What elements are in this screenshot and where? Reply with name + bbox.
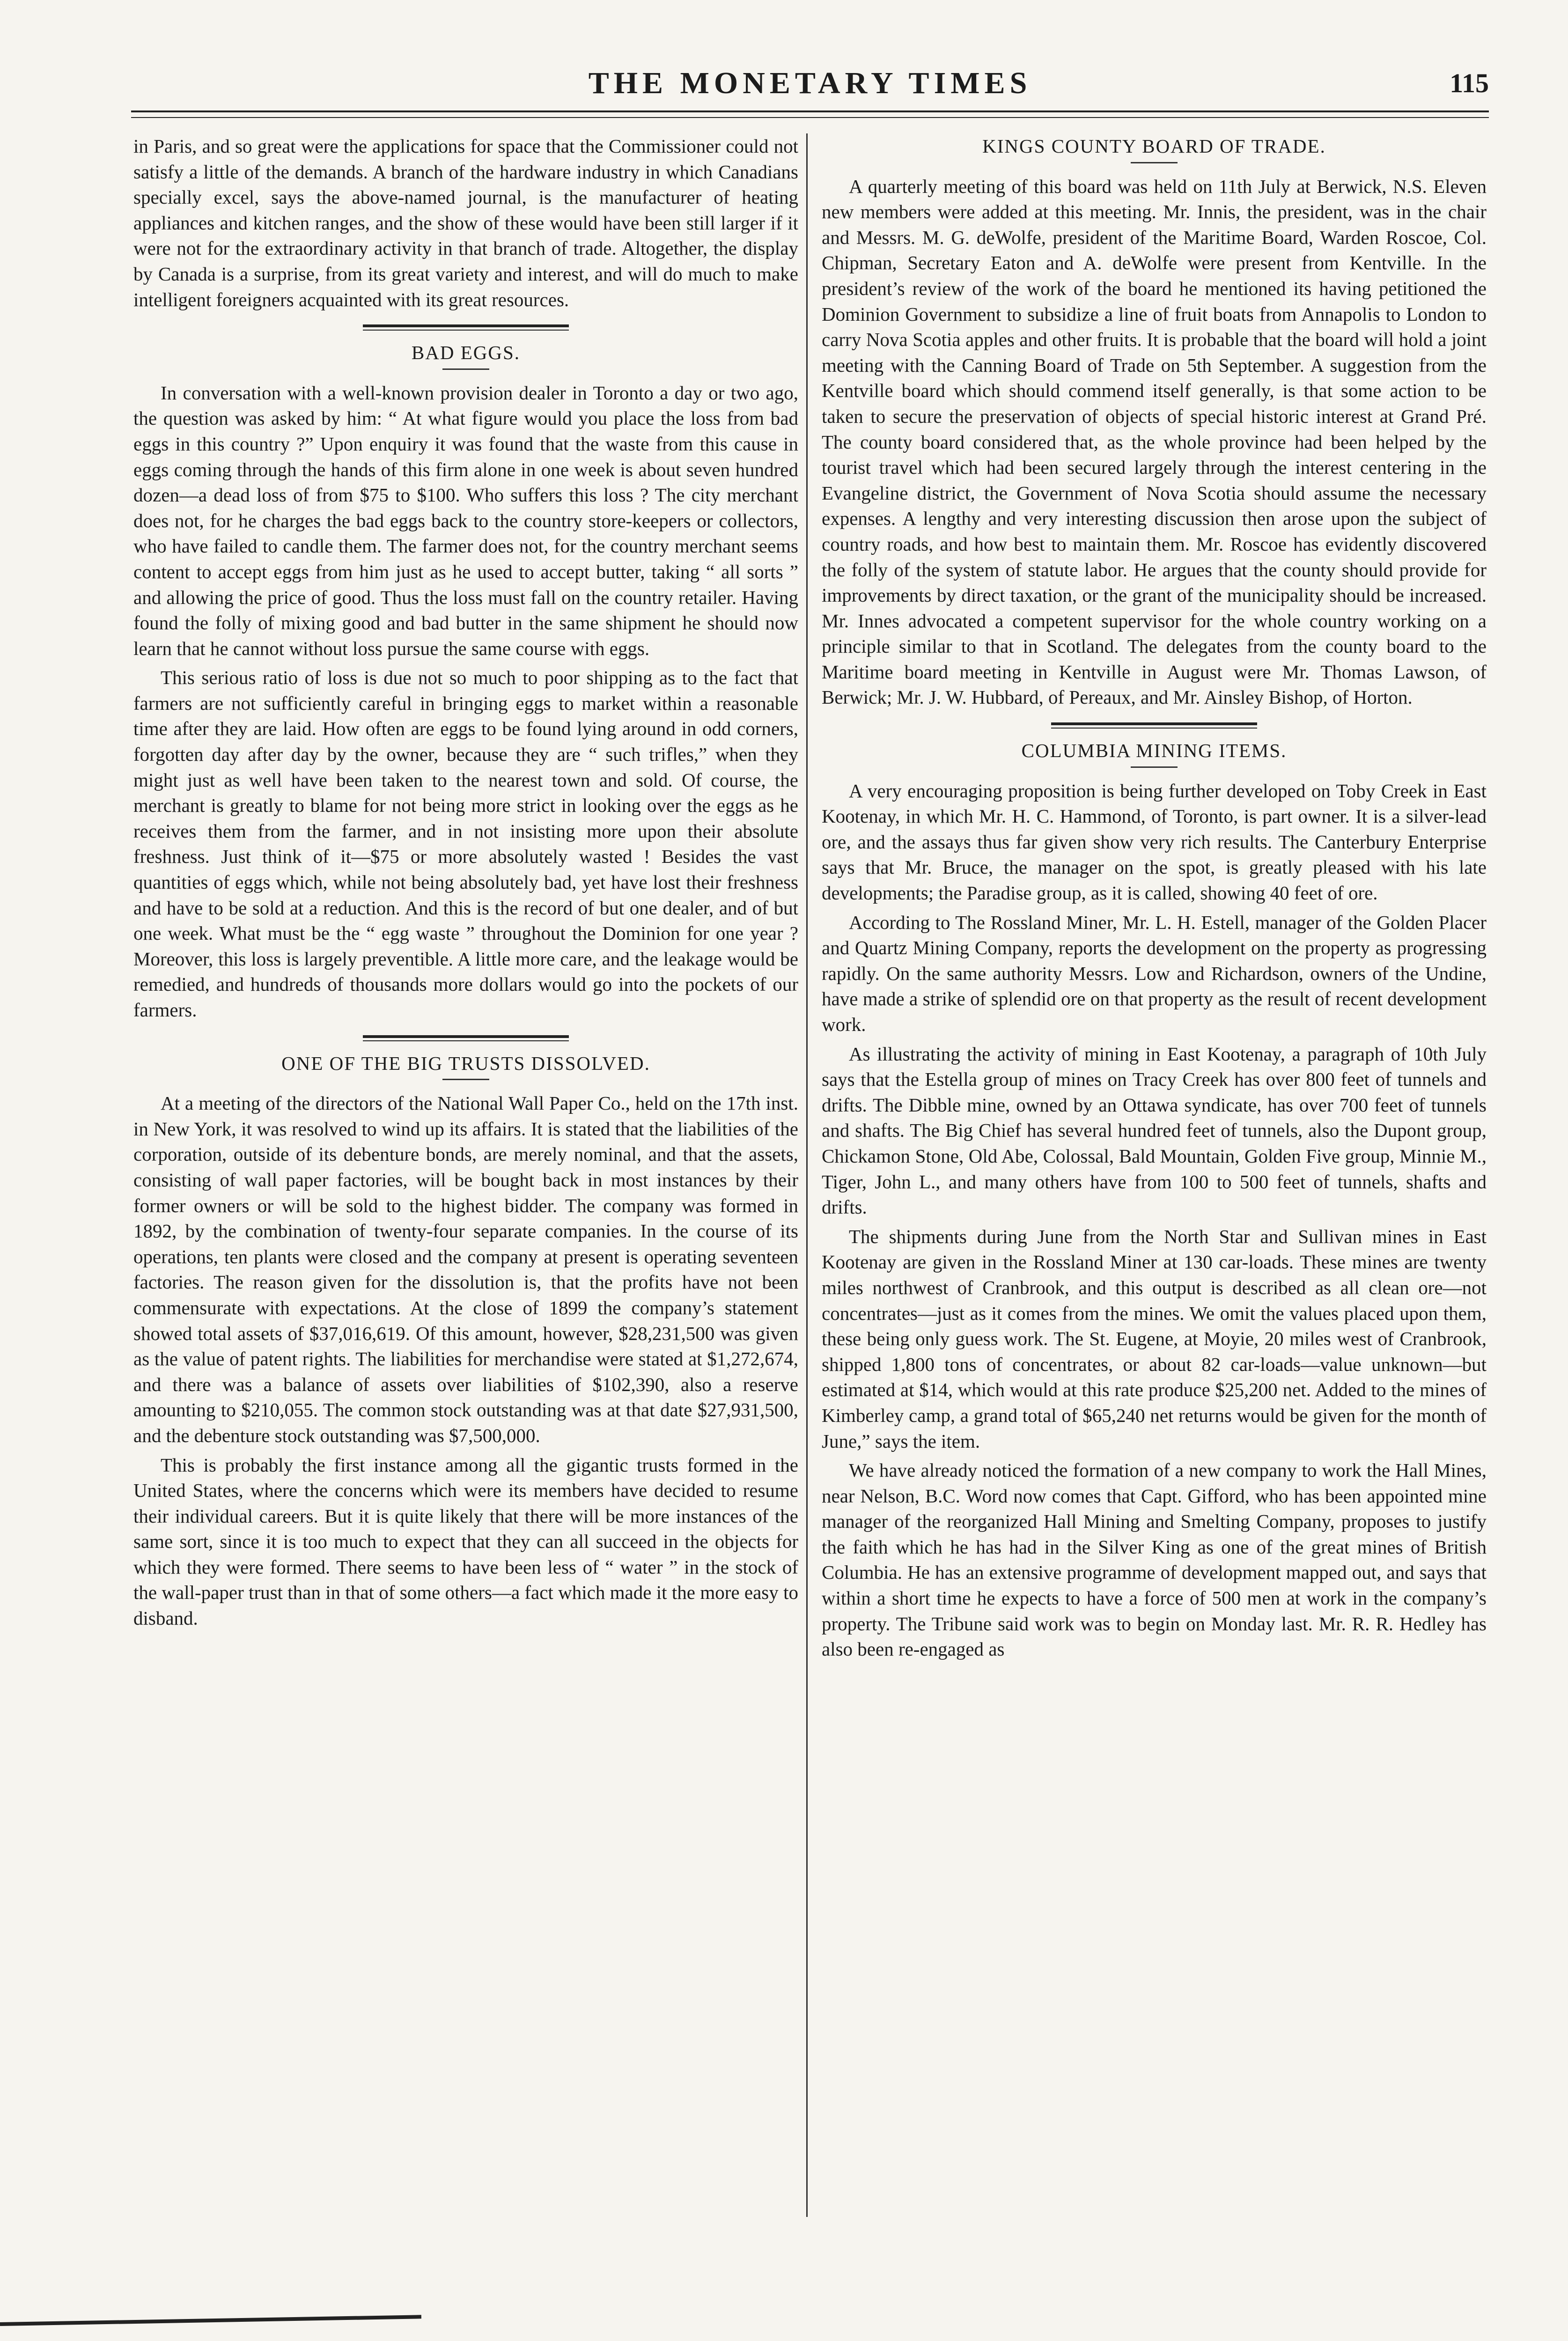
article-paragraph: A quarterly meeting of this board was held on 11th July at Berwick, N.S. Eleven new members were added at this meeting. Mr. Innis, the president, was in the chair and Messrs. M. G. deWolfe, president of the Maritime Board, Warden Roscoe, Col. Chipman, Secretary Eaton and A. deWolfe were present from Kentville. In the president’s review of the work of the board he mentioned its having petitioned the Dominion Government to subsidize a line of fruit boats from Annapolis to London to carry Nova Scotia apples and other fruits. It is probable that the board will hold a joint meeting with the Canning Board of Trade on 5th September. A suggestion from the Kentville board which should commend itself generally, is that some action to be taken to secure the preservation of objects of special historic interest at Grand Pré. The county board considered that, as the whole province had been helped by the tourist travel which had been secured largely through the interest centering in the Evangeline district, the Government of Nova Scotia should assume the necessary expenses. A lengthy and very interesting discussion then arose upon the subject of country roads, and how best to maintain them. Mr. Roscoe has evidently discovered the folly of the system of statute labor. He argues that the county should provide for improvements by direct taxation, or the grant of the municipality should be increased. Mr. Innes advocated a competent supervisor for the whole country working on a principle similar to that in Scotland. The delegates from the county board to the Maritime board meeting in Kentville in August were Mr. Thomas Lawson, of Berwick; Mr. J. W. Hubbard, of Pereaux, and Mr. Ainsley Bishop, of Horton.	[822, 175, 1487, 708]
column-divider	[806, 133, 808, 2217]
article-paragraph: This serious ratio of loss is due not so much to poor shipping as to the fact that farmers are not sufficiently careful in bringing eggs to market within a reasonable time after they are laid. How often are eggs to be found lying around in odd corners, forgotten day after day by the owner, because they are “ such trifles,” when they might just as well have been taken to the nearest town and sold. Of course, the merchant is greatly to blame for not being more strict in looking over the eggs as he receives them from the farmer, and in not insisting more upon their absolute freshness. Just think of it—$75 or more absolutely wasted ! Besides the vast quantities of eggs which, while not being absolutely bad, yet have lost their freshness and have to be sold at a reduction. And this is the record of but one dealer, and of but one week. What must be the “ egg waste ” throughout the Dominion for one year ? Moreover, this loss is largely preventible. A little more care, and the leakage would be remedied, and hundreds of thousands more dollars would go into the pockets of our farmers.	[133, 667, 798, 1021]
heading-dash	[442, 368, 489, 370]
page-number: 115	[1450, 68, 1489, 98]
section-ornament	[363, 324, 569, 331]
section-ornament	[1051, 722, 1257, 729]
article-paragraph: The shipments during June from the North Star and Sullivan mines in East Kootenay are given in the Rossland Miner at 130 car-loads. These mines are twenty miles northwest of Cranbrook, and this output is described as all clean ore—not concentrates—just as it comes from the mines. We omit the values placed upon them, these being only guess work. The St. Eugene, at Moyie, 20 miles west of Cranbrook, shipped 1,800 tons of concentrates, or about 82 car-loads—value unknown—but estimated at $14, which would at this rate produce $25,200 net. Added to the mines of Kimberley camp, a grand total of $65,240 net returns would be given for the month of June,” says the item.	[822, 1225, 1487, 1452]
article-paragraph: This is probably the first instance among all the gigantic trusts formed in the United States, where the concerns which were its members have decided to resume their individual careers. But it is quite likely that there will be more instances of the same sort, since it is too much to expect that they can all succeed in the objects for which they were formed. There seems to have been less of “ water ” in the stock of the wall-paper trust than in that of some others—a fact which made it the more easy to disband.	[133, 1454, 798, 1629]
heading-dash	[1131, 766, 1178, 768]
scan-edge-mark	[0, 2315, 421, 2326]
article-paragraph: According to The Rossland Miner, Mr. L. H. Estell, manager of the Golden Placer and Quartz Mining Company, reports the development on the property as progressing rapidly. On the same authority Messrs. Low and Richardson, owners of the Undine, have made a strike of splendid ore on that property as the result of recent development work.	[822, 911, 1487, 1035]
left-column	[133, 133, 798, 1635]
article-heading-bad-eggs: BAD EGGS.	[411, 342, 521, 364]
article-heading-kings-county: KINGS COUNTY BOARD OF TRADE.	[982, 135, 1326, 157]
right-column	[822, 133, 1487, 1666]
header-rule	[131, 110, 1489, 112]
article-paragraph: As illustrating the activity of mining in East Kootenay, a paragraph of 10th July says that the Estella group of mines on Tracy Creek has over 800 feet of tunnels and drifts. The Dibble mine, owned by an Ottawa syndicate, has over 700 feet of tunnels and shafts. The Big Chief has several hundred feet of tunnels, also the Dupont group, Chickamon Stone, Old Abe, Colossal, Bald Mountain, Golden Five group, Minnie M., Tiger, John L., and many others have from 100 to 500 feet of tunnels, shafts and drifts.	[822, 1043, 1487, 1218]
heading-dash	[442, 1079, 489, 1080]
article-paragraph: At a meeting of the directors of the National Wall Paper Co., held on the 17th inst. in New York, it was resolved to wind up its affairs. It is stated that the liabilities of the corporation, outside of its debenture bonds, are merely nominal, and that the assets, consisting of wall paper factories, will be bought back in most instances by their former owners or will be sold to the highest bidder. The company was formed in 1892, by the combination of twenty-four separate companies. In the course of its operations, ten plants were closed and the company at present is operating seventeen factories. The reason given for the dissolution is, that the profits have not been commensurate with expectations. At the close of 1899 the company’s statement showed total assets of $37,016,619. Of this amount, however, $28,231,500 was given as the value of patent rights. The liabilities for merchandise were stated at $1,272,674, and there was a balance of assets over liabilities of $102,390, also a reserve amounting to $210,055. The common stock outstanding was at that date $27,931,500, and the debenture stock outstanding was $7,500,000.	[133, 1092, 798, 1446]
heading-dash	[1131, 162, 1178, 163]
section-ornament	[363, 1035, 569, 1041]
article-heading-trusts: ONE OF THE BIG TRUSTS DISSOLVED.	[281, 1052, 650, 1074]
continued-paragraph: in Paris, and so great were the applications for space that the Commissioner could not satisfy a little of the demands. A branch of the hardware industry in which Canadians specially excel, says the above-named journal, is the manufacturer of heating appliances and kitchen ranges, and the show of these would have been still larger if it were not for the extraordinary activity in that branch of trade. Altogether, the display by Canada is a surprise, from its great variety and interest, and will do much to make intelligent foreigners acquainted with its great resources.	[133, 135, 798, 310]
article-paragraph: We have already noticed the formation of a new company to work the Hall Mines, near Nelson, B.C. Word now comes that Capt. Gifford, who has been appointed mine manager of the reorganized Hall Mining and Smelting Company, proposes to justify the faith which he has had in the Silver King as one of the great mines of British Columbia. He has an extensive programme of development mapped out, and says that within a short time he expects to have a force of 500 men at work in the company’s property. The Tribune said work was to begin on Monday last. Mr. R. R. Hedley has also been re-engaged as	[822, 1459, 1487, 1660]
article-heading-columbia-mining: COLUMBIA MINING ITEMS.	[1021, 740, 1287, 762]
article-paragraph: In conversation with a well-known provision dealer in Toronto a day or two ago, the question was asked by him: “ At what figure would you place the loss from bad eggs in this country ?” Upon enquiry it was found that the waste from this cause in eggs coming through the hands of this firm alone in one week is about seven hundred dozen—a dead loss of from $75 to $100. Who suffers this loss ? The city merchant does not, for he charges the bad eggs back to the country store-keepers or collectors, who have failed to candle them. The farmer does not, for the country merchant seems content to accept eggs from him just as he used to accept butter, taking “ all sorts ” and allowing the price of good. Thus the loss must fall on the country retailer. Having found the folly of mixing good and bad butter in the same shipment he should now learn that he cannot without loss pursue the same course with eggs.	[133, 382, 798, 659]
article-paragraph: A very encouraging proposition is being further developed on Toby Creek in East Kootenay, in which Mr. H. C. Hammond, of Toronto, is part owner. It is a silver-lead ore, and the assays thus far given show very rich results. The Canterbury Enterprise says that Mr. Bruce, the manager on the spot, is greatly pleased with his late developments; the Paradise group, as it is called, showing 40 feet of ore.	[822, 780, 1487, 904]
publication-title: THE MONETARY TIMES	[588, 66, 1032, 100]
masthead	[131, 66, 1489, 108]
header-rule-thin	[131, 117, 1489, 118]
